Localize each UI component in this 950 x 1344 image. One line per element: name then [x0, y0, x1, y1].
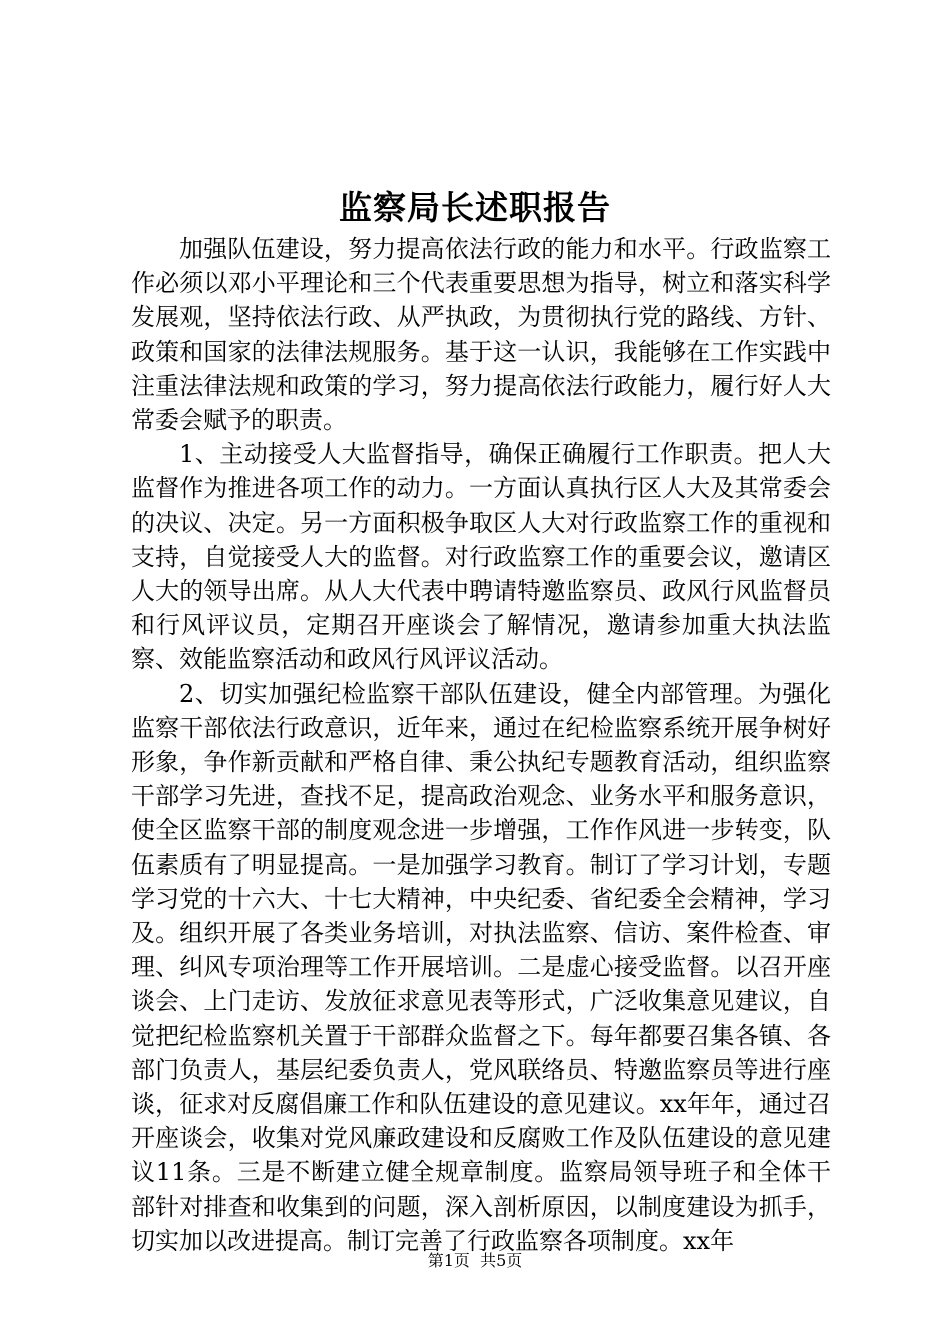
paragraph-people-congress-supervision: 1、主动接受人大监督指导，确保正确履行工作职责。把人大监督作为推进各项工作的动力。一方面认真执行区人大及其常委会的决议、决定。另一方面积极争取区人大对行政监察工作的重视和支持，自觉接受人大的监督。对行政监察工作的重要会议，邀请区人大的领导出席。从人大代表中聘请特邀监察员、政风行风监督员和行风评议员，定期召开座谈会了解情况，邀请参加重大执法监察、效能监察活动和政风行风评议活动。	[131, 440, 831, 674]
footer-separator	[470, 1251, 480, 1270]
paragraph-team-building: 2、切实加强纪检监察干部队伍建设，健全内部管理。为强化监察干部依法行政意识，近年来，通过在纪检监察系统开展争树好形象，争作新贡献和严格自律、秉公执纪专题教育活动，组织监察干部学习先进，查找不足，提高政治观念、业务水平和服务意识，使全区监察干部的制度观念进一步增强，工作作风进一步转变，队伍素质有了明显提高。一是加强学习教育。制订了学习计划，专题学习党的十六大、十七大精神，中央纪委、省纪委全会精神，学习及。组织开展了各类业务培训，对执法监察、信访、案件检查、审理、纠风专项治理等工作开展培训。二是虚心接受监督。以召开座谈会、上门走访、发放征求意见表等形式，广泛收集意见建议，自觉把纪检监察机关置于干部群众监督之下。每年都要召集各镇、各部门负责人，基层纪委负责人，党风联络员、特邀监察员等进行座谈，征求对反腐倡廉工作和队伍建设的意见建议。xx年年，通过召开座谈会，收集对党风廉政建设和反腐败工作及队伍建设的意见建议11条。三是不断建立健全规章制度。监察局领导班子和全体干部针对排查和收集到的问题，深入剖析原因，以制度建设为抓手，切实加以改进提高。制订完善了行政监察各项制度。xx年	[131, 679, 831, 1255]
page-number-total: 共5页	[480, 1251, 523, 1270]
page-title: 监察局长述职报告	[339, 188, 611, 227]
document-body	[131, 232, 831, 1258]
paragraph-intro: 加强队伍建设，努力提高依法行政的能力和水平。行政监察工作必须以邓小平理论和三个代表重要思想为指导，树立和落实科学发展观，坚持依法行政、从严执政，为贯彻执行党的路线、方针、政策和国家的法律法规服务。基于这一认识，我能够在工作实践中注重法律法规和政策的学习，努力提高依法行政能力，履行好人大常委会赋予的职责。	[131, 235, 831, 435]
page-number-current: 第1页	[427, 1251, 470, 1270]
page-footer	[0, 1250, 950, 1272]
